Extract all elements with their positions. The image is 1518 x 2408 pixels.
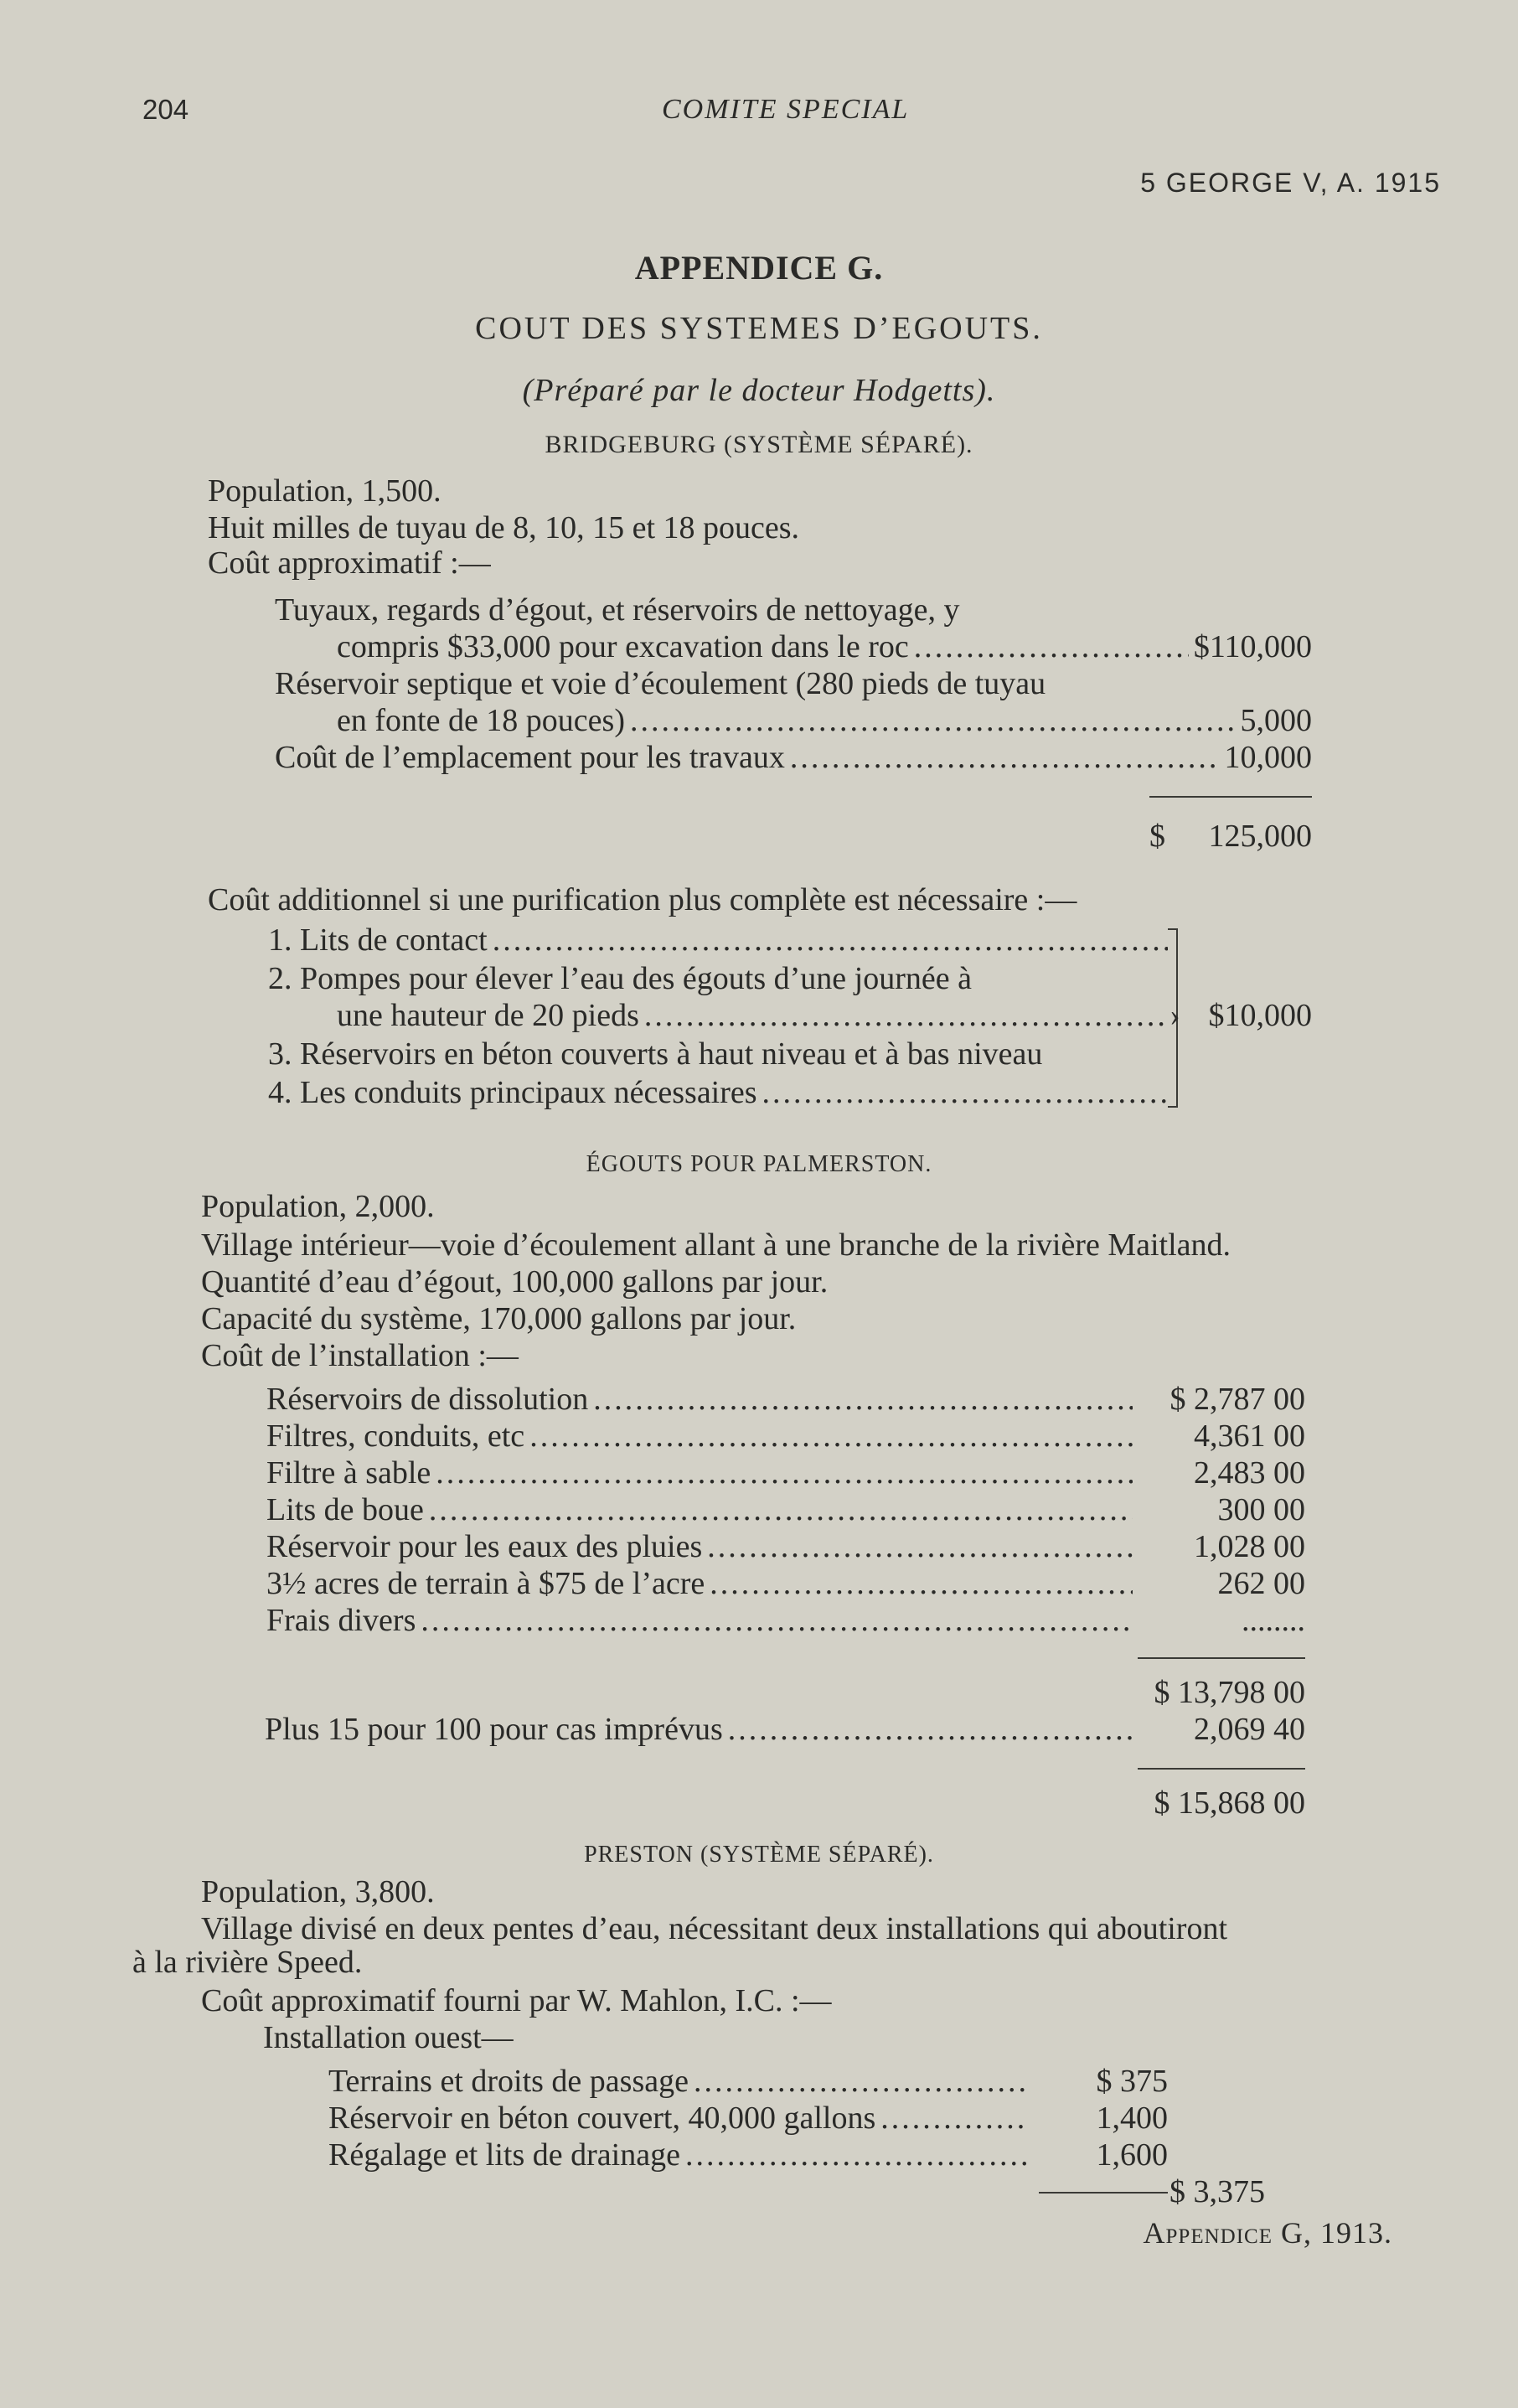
appendix-subtitle: COUT DES SYSTEMES D’EGOUTS. [475,311,1043,346]
palmerston-capacity: Capacité du système, 170,000 gallons par jour. [201,1301,797,1336]
leader-dots [429,1491,1133,1528]
leader-dots [914,628,1189,665]
leader-dots [644,997,1168,1034]
palmerston-item-label: Frais divers [266,1603,416,1638]
palmerston-quantity: Quantité d’eau d’égout, 100,000 gallons par jour. [201,1264,829,1300]
leader-dots [493,922,1168,959]
palmerston-contingency-label: Plus 15 pour 100 pour cas imprévus [265,1712,723,1747]
bridgeburg-item1 [337,628,1312,665]
preston-item [328,2137,1168,2173]
palmerston-item-amount: 4,361 00 [1194,1418,1305,1454]
leader-dots [880,2100,1029,2137]
preston-village-line1: Village divisé en deux pentes d’eau, nécessitant deux installations qui aboutiront [201,1911,1228,1946]
preston-item [328,2100,1168,2137]
preston-village-line2: à la rivière Speed. [132,1945,363,1980]
sum-rule [1138,1657,1305,1659]
palmerston-item-amount: $ 2,787 00 [1169,1382,1305,1417]
preston-item-label: Régalage et lits de drainage [328,2137,680,2173]
additional-item2-line1: 2. Pompes pour élever l’eau des égouts d’une journée à [268,961,972,996]
leader-dots [529,1418,1133,1455]
sum-rule [1039,2192,1168,2194]
bridgeburg-item1-line1: Tuyaux, regards d’égout, et réservoirs de nettoyage, y [275,592,960,628]
leader-dots [421,1602,1133,1639]
additional-item4 [268,1074,1173,1111]
additional-item4-label: 4. Les conduits principaux nécessaires [268,1075,757,1110]
bridgeburg-item3 [275,739,1312,776]
preston-item-label: Terrains et droits de passage [328,2064,689,2099]
palmerston-item [266,1418,1305,1455]
additional-amount: $10,000 [1208,998,1312,1033]
prepared-by: (Préparé par le docteur Hodgetts). [522,373,996,408]
palmerston-item-amount: 1,028 00 [1194,1529,1305,1564]
palmerston-item-amount: 262 00 [1217,1566,1305,1601]
palmerston-item-label: Filtre à sable [266,1455,431,1491]
bridgeburg-item2 [337,702,1312,739]
leader-dots [707,1528,1133,1565]
section-heading-bridgeburg: BRIDGEBURG (SYSTÈME SÉPARÉ). [545,431,973,458]
leader-dots [694,2063,1029,2100]
preston-west-heading: Installation ouest— [263,2020,514,2055]
leader-dots [710,1565,1133,1602]
palmerston-village: Village intérieur—voie d’écoulement allant à une branche de la rivière Maitland. [201,1227,1231,1263]
preston-cost-intro: Coût approximatif fourni par W. Mahlon, I.C. :— [201,1983,832,2018]
leader-dots [790,739,1220,776]
palmerston-item [266,1455,1305,1491]
additional-item1-label: 1. Lits de contact [268,922,488,958]
palmerston-contingency [265,1711,1305,1748]
palmerston-subtotal: $ 13,798 00 [1154,1675,1305,1710]
additional-item2-label: une hauteur de 20 pieds [337,998,639,1033]
palmerston-item [266,1491,1305,1528]
sum-rule [1138,1768,1305,1770]
preston-population: Population, 3,800. [201,1874,435,1909]
leader-dots [762,1074,1168,1111]
preston-item-label: Réservoir en béton couvert, 40,000 gallons [328,2101,876,2136]
session-label: 5 GEORGE V, A. 1915 [1140,168,1441,198]
section-heading-preston: PRESTON (SYSTÈME SÉPARÉ). [584,1842,934,1868]
palmerston-cost-intro: Coût de l’installation :— [201,1338,519,1373]
running-title: COMITE SPECIAL [662,94,910,125]
section-heading-palmerston: ÉGOUTS POUR PALMERSTON. [586,1151,932,1177]
palmerston-item-amount: 2,483 00 [1194,1455,1305,1491]
preston-item-amount: $ 375 [1096,2064,1168,2099]
leader-dots [630,702,1236,739]
bridgeburg-item3-label: Coût de l’emplacement pour les travaux [275,740,785,775]
additional-item1 [268,922,1173,959]
bridgeburg-additional-intro: Coût additionnel si une purification plus complète est nécessaire :— [208,882,1077,917]
palmerston-contingency-amount: 2,069 40 [1194,1712,1305,1747]
bridgeburg-population: Population, 1,500. [208,473,441,509]
bridgeburg-item3-amount: 10,000 [1224,740,1312,775]
palmerston-item [266,1602,1305,1639]
palmerston-item-label: Réservoirs de dissolution [266,1382,589,1417]
bridgeburg-item2-amount: 5,000 [1240,703,1312,738]
palmerston-item [266,1565,1305,1602]
sum-rule [1149,796,1312,798]
appendix-title: APPENDICE G. [634,249,884,287]
preston-item-amount: 1,400 [1096,2101,1168,2136]
palmerston-item [266,1381,1305,1418]
palmerston-item-amount: 300 00 [1217,1492,1305,1527]
palmerston-item-label: 3½ acres de terrain à $75 de l’acre [266,1566,705,1601]
page-number: 204 [142,94,189,125]
additional-item3: 3. Réservoirs en béton couverts à haut niveau et à bas niveau [268,1036,1043,1072]
palmerston-item-label: Filtres, conduits, etc [266,1418,525,1454]
bridgeburg-item2-label: en fonte de 18 pouces) [337,703,625,738]
bridgeburg-total-currency: $ [1149,819,1165,854]
palmerston-item-amount: ........ [1242,1603,1305,1638]
palmerston-total: $ 15,868 00 [1154,1785,1305,1821]
bridgeburg-cost-intro: Coût approximatif :— [208,545,491,581]
leader-dots [685,2137,1029,2173]
preston-total: $ 3,375 [1169,2174,1265,2209]
palmerston-item [266,1528,1305,1565]
additional-item2 [337,997,1173,1034]
leader-dots [436,1455,1133,1491]
bridgeburg-item1-label: compris $33,000 pour excavation dans le roc [337,629,909,664]
brace-tip: › [1169,998,1180,1033]
palmerston-item-label: Lits de boue [266,1492,424,1527]
preston-item [328,2063,1168,2100]
bridgeburg-item1-amount: $110,000 [1193,629,1312,664]
preston-item-amount: 1,600 [1096,2137,1168,2173]
bridgeburg-total: 125,000 [1208,819,1312,854]
palmerston-population: Population, 2,000. [201,1189,435,1224]
bridgeburg-item2-line1: Réservoir septique et voie d’écoulement (280 pieds de tuyau [275,666,1046,701]
palmerston-item-label: Réservoir pour les eaux des pluies [266,1529,703,1564]
leader-dots [728,1711,1133,1748]
bridgeburg-pipe: Huit milles de tuyau de 8, 10, 15 et 18 pouces. [208,510,800,545]
footer-note: Appendice G, 1913. [1143,2216,1392,2250]
leader-dots [593,1381,1133,1418]
